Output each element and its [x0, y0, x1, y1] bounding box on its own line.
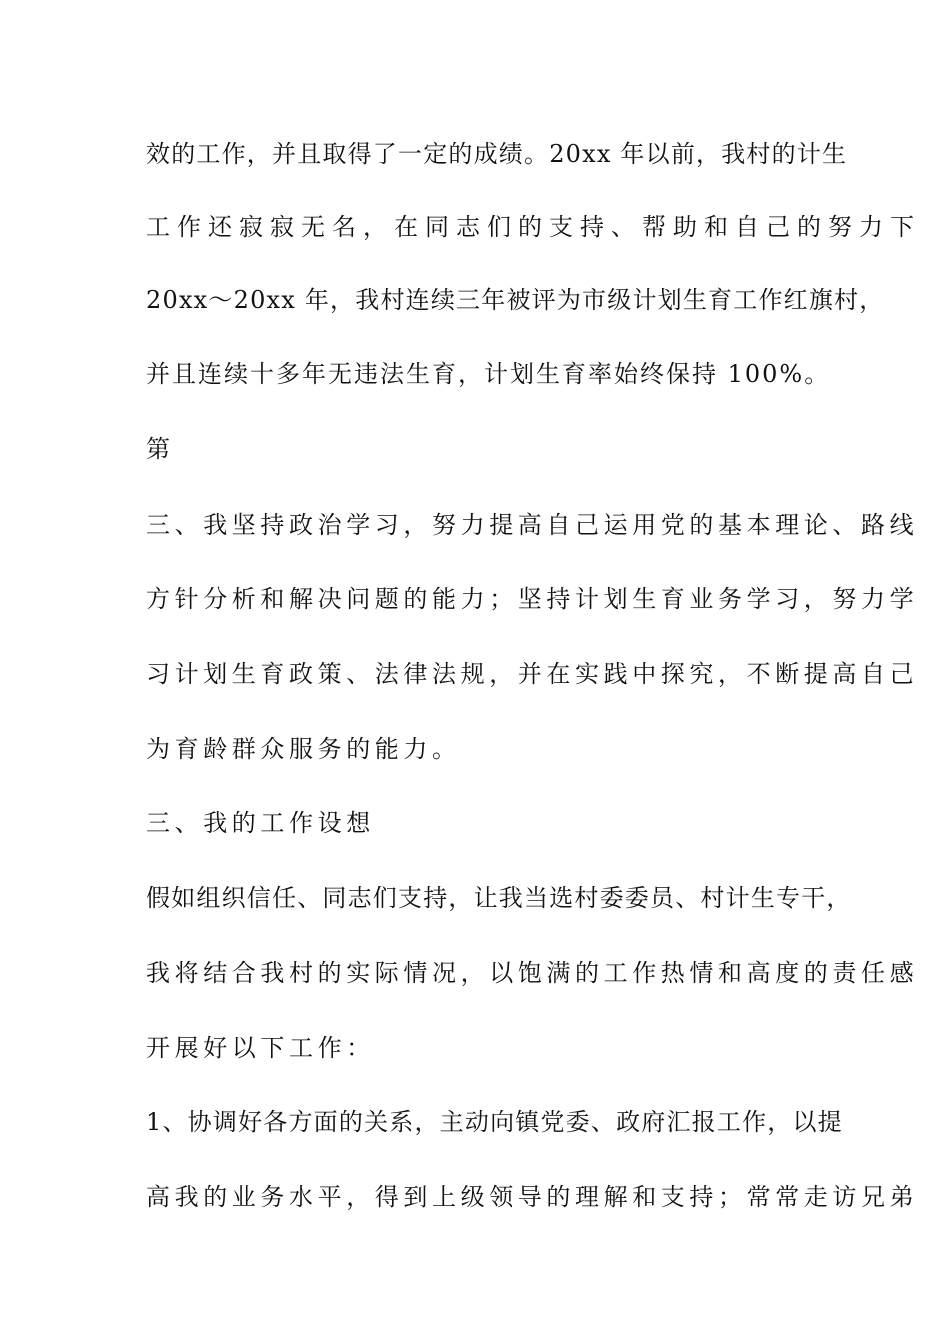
- section-heading: 三、我的工作设想: [146, 809, 375, 837]
- paragraph-line-2: 工作还寂寂无名，在同志们的支持、帮助和自己的努力下: [146, 213, 921, 241]
- paragraph-line-1: 效的工作，并且取得了一定的成绩。20xx 年以前，我村的计生: [146, 140, 848, 168]
- paragraph-line-4: 并且连续十多年无违法生育，计划生育率始终保持 100%。: [146, 360, 831, 388]
- paragraph-line-7: 方针分析和解决问题的能力；坚持计划生育业务学习，努力学: [146, 585, 919, 613]
- paragraph-line-15: 高我的业务水平，得到上级领导的理解和支持；常常走访兄弟: [146, 1183, 919, 1211]
- paragraph-line-3: 20xx～20xx 年，我村连续三年被评为市级计划生育工作红旗村，: [146, 286, 885, 314]
- paragraph-line-13: 开展好以下工作：: [146, 1034, 375, 1062]
- paragraph-line-6: 三、我坚持政治学习，努力提高自己运用党的基本理论、路线: [146, 511, 919, 539]
- paragraph-line-14: 1、协调好各方面的关系，主动向镇党委、政府汇报工作，以提: [146, 1108, 843, 1136]
- paragraph-line-5: 第: [146, 435, 172, 463]
- paragraph-line-9: 为育龄群众服务的能力。: [146, 735, 461, 763]
- paragraph-line-12: 我将结合我村的实际情况，以饱满的工作热情和高度的责任感: [146, 959, 919, 987]
- paragraph-line-8: 习计划生育政策、法律法规，并在实践中探究，不断提高自己: [146, 660, 919, 688]
- paragraph-line-11: 假如组织信任、同志们支持，让我当选村委委员、村计生专干，: [146, 884, 852, 912]
